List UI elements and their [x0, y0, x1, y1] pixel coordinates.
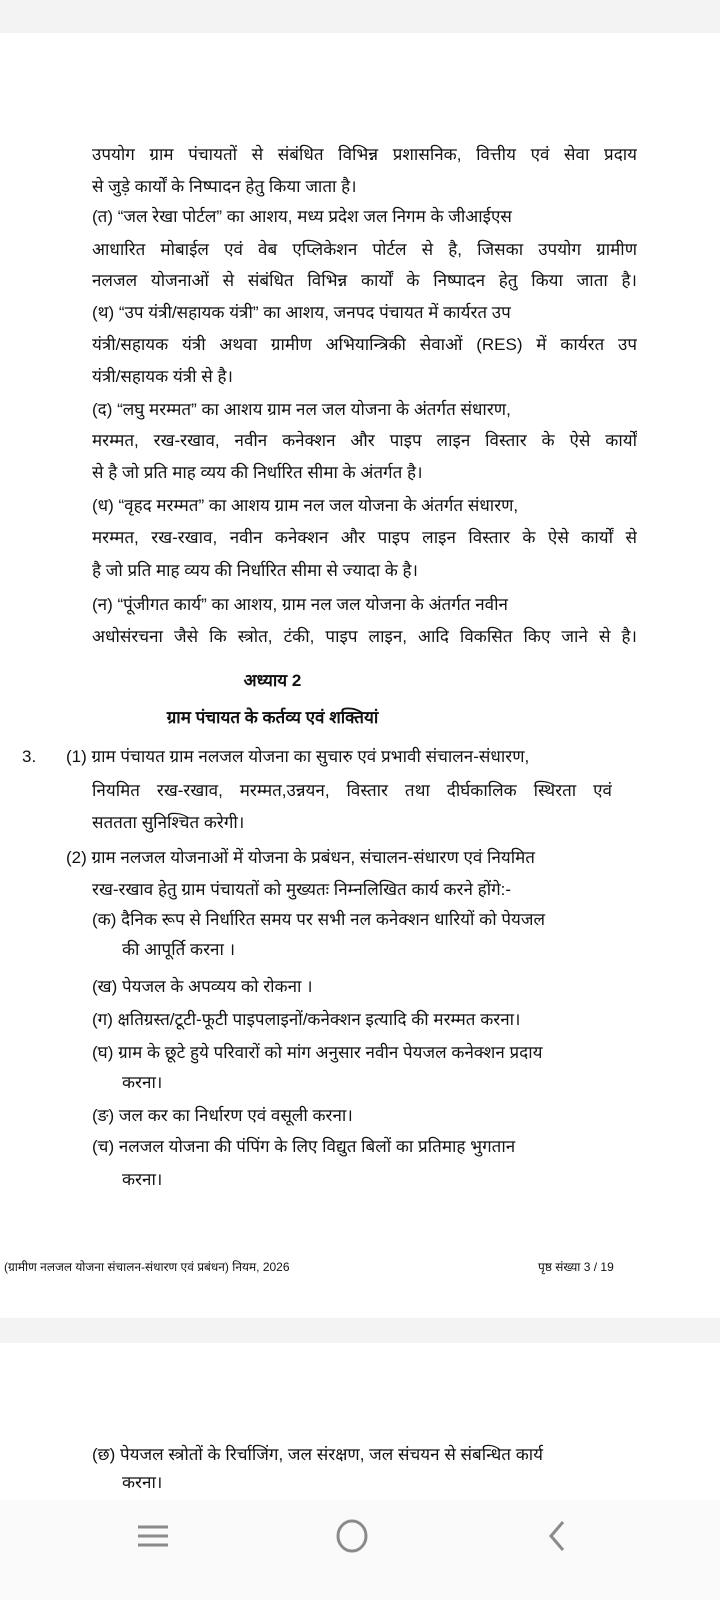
list-item: (क) दैनिक रूप से निर्धारित समय पर सभी नल कनेक्शन धारियों को पेयजल: [92, 910, 545, 929]
text-line: (द) “लघु मरम्मत” का आशय ग्राम नल जल योजना के अंतर्गत संधारण,: [92, 400, 511, 419]
text-line: करना।: [122, 1473, 163, 1492]
text-line: मरम्मत, रख-रखाव, नवीन कनेक्शन और पाइप लाइन विस्तार के ऐसे कार्यों से: [92, 528, 637, 547]
text-line: (थ) “उप यंत्री/सहायक यंत्री” का आशय, जनपद पंचायत में कार्यरत उप: [92, 303, 511, 322]
recent-apps-icon: [136, 1522, 170, 1550]
text-line: यंत्री/सहायक यंत्री अथवा ग्रामीण अभियान्त्रिकी सेवाओं (RES) में कार्यरत उप: [92, 335, 637, 354]
text-line: करना।: [122, 1073, 163, 1092]
navigation-bar: [0, 1500, 720, 1600]
home-button[interactable]: [322, 1514, 382, 1558]
document-page-3: [0, 33, 720, 1318]
list-item: (ख) पेयजल के अपव्यय को रोकना ।: [92, 977, 313, 996]
page-number: पृष्ठ संख्या 3 / 19: [538, 1260, 614, 1274]
text-line: की आपूर्ति करना ।: [122, 940, 236, 959]
list-item: (छ) पेयजल स्त्रोतों के रिर्चाजिंग, जल संरक्षण, जल संचयन से संबन्धित कार्य: [92, 1445, 544, 1464]
recent-apps-button[interactable]: [123, 1514, 183, 1558]
text-line: (त) “जल रेखा पोर्टल” का आशय, मध्य प्रदेश जल निगम के जीआईएस: [92, 207, 512, 226]
text-line: करना।: [122, 1170, 163, 1189]
text-line: (ध) “वृहद मरम्मत” का आशय ग्राम नल जल योजना के अंतर्गत संधारण,: [92, 496, 519, 515]
text-line: से जुड़े कार्यों के निष्पादन हेतु किया जाता है।: [92, 177, 357, 196]
chapter-subtitle: ग्राम पंचायत के कर्तव्य एवं शक्तियां: [166, 708, 379, 727]
list-item: (घ) ग्राम के छूटे हुये परिवारों को मांग अनुसार नवीन पेयजल कनेक्शन प्रदाय: [92, 1043, 543, 1062]
list-item: (ग) क्षतिग्रस्त/टूटी-फूटी पाइपलाइनों/कनेक्शन इत्यादि की मरम्मत करना।: [92, 1010, 521, 1029]
back-button[interactable]: [527, 1514, 587, 1558]
text-line: से है जो प्रति माह व्यय की निर्धारित सीमा के अंतर्गत है।: [92, 463, 423, 482]
back-icon: [545, 1519, 569, 1553]
text-line: नियमित रख-रखाव, मरम्मत,उन्नयन, विस्तार तथा दीर्घकालिक स्थिरता एवं: [92, 781, 612, 800]
text-line: (2) ग्राम नलजल योजनाओं में योजना के प्रबंधन, संचालन-संधारण एवं नियमित: [66, 848, 536, 867]
section-number: 3.: [22, 747, 37, 766]
text-line: है जो प्रति माह व्यय की निर्धारित सीमा से ज्यादा के है।: [92, 561, 418, 580]
text-line: आधारित मोबाईल एवं वेब एप्लिकेशन पोर्टल से है, जिसका उपयोग ग्रामीण: [92, 240, 637, 259]
text-line: अधोसंरचना जैसे कि स्त्रोत, टंकी, पाइप लाइन, आदि विकसित किए जाने से है।: [92, 627, 637, 646]
footer-title: (ग्रामीण नलजल योजना संचालन-संधारण एवं प्रबंधन) नियम, 2026: [4, 1260, 290, 1274]
home-icon: [335, 1519, 369, 1553]
chapter-title: अध्याय 2: [243, 671, 302, 690]
text-line: मरम्मत, रख-रखाव, नवीन कनेक्शन और पाइप लाइन विस्तार के ऐसे कार्यों: [92, 431, 637, 450]
text-line: सततता सुनिश्चित करेगी।: [92, 813, 245, 832]
text-line: रख-रखाव हेतु ग्राम पंचायतों को मुख्यतः निम्नलिखित कार्य करने होंगे:-: [92, 880, 512, 899]
list-item: (ङ) जल कर का निर्धारण एवं वसूली करना।: [92, 1106, 353, 1125]
text-line: यंत्री/सहायक यंत्री से है।: [92, 367, 233, 386]
text-line: (न) “पूंजीगत कार्य” का आशय, ग्राम नल जल योजना के अंतर्गत नवीन: [92, 595, 508, 614]
text-line: (1) ग्राम पंचायत ग्राम नलजल योजना का सुचारु एवं प्रभावी संचालन-संधारण,: [66, 747, 530, 766]
text-line: उपयोग ग्राम पंचायतों से संबंधित विभिन्न प्रशासनिक, वित्तीय एवं सेवा प्रदाय: [92, 145, 637, 164]
list-item: (च) नलजल योजना की पंपिंग के लिए विद्युत बिलों का प्रतिमाह भुगतान: [92, 1137, 516, 1156]
text-line: नलजल योजनाओं से संबंधित विभिन्न कार्यों के निष्पादन हेतु किया जाता है।: [92, 271, 637, 290]
